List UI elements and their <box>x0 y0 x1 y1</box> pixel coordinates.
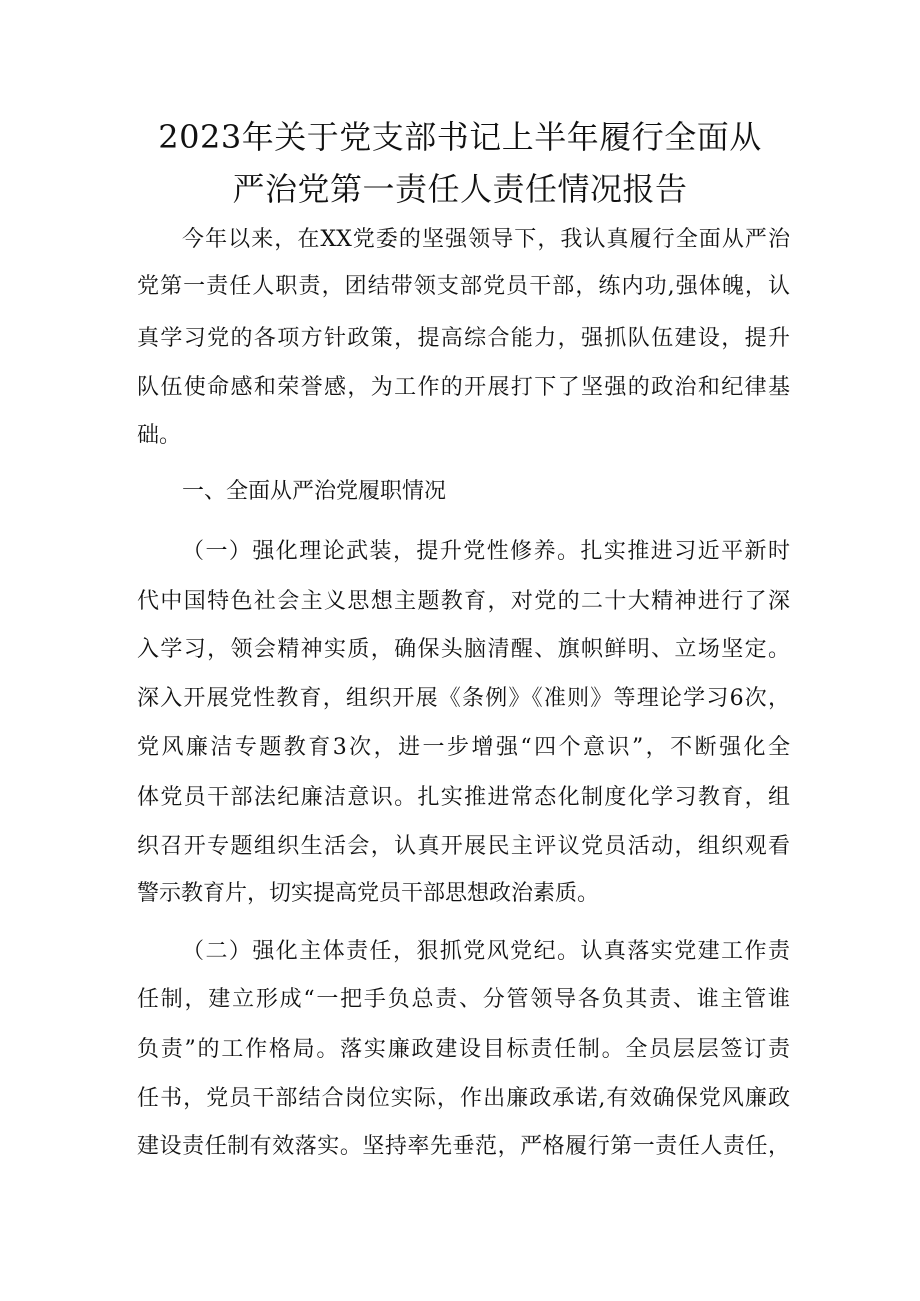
document-title-line-2: 严治党第一责任人责任情况报告 <box>232 170 688 208</box>
section-heading: 一、全面从严治党履职情况 <box>182 479 447 504</box>
para2-line: （二）强化主体责任，狠抓党风党纪。认真落实党建工作责 <box>182 939 790 964</box>
para1-line: 织召开专题组织生活会，认真开展民主评议党员活动，组织观看 <box>137 834 790 859</box>
para1-line: 深入开展党性教育，组织开展《条例》《准则》等理论学习6次， <box>137 686 790 711</box>
para2-line: 任制，建立形成“一把手负总责、分管领导各负其责、谁主管谁 <box>137 987 790 1012</box>
document-title-line-1: 2023年关于党支部书记上半年履行全面从 <box>158 118 762 156</box>
para2-line: 任书，党员干部结合岗位实际，作出廉政承诺,有效确保党风廉政 <box>137 1086 790 1111</box>
intro-line: 础。 <box>137 423 182 448</box>
intro-line: 今年以来，在XX党委的坚强领导下，我认真履行全面从严治 <box>182 227 790 252</box>
para1-line: 代中国特色社会主义思想主题教育，对党的二十大精神进行了深 <box>137 589 790 614</box>
para2-line: 建设责任制有效落实。坚持率先垂范，严格履行第一责任人责任， <box>137 1134 790 1159</box>
intro-line: 队伍使命感和荣誉感，为工作的开展打下了坚强的政治和纪律基 <box>137 375 790 400</box>
para1-line: 入学习，领会精神实质，确保头脑清醒、旗帜鲜明、立场坚定。 <box>137 637 790 662</box>
para2-line: 负责”的工作格局。落实廉政建设目标责任制。全员层层签订责 <box>137 1037 790 1062</box>
para1-line: （一）强化理论武装，提升党性修养。扎实推进习近平新时 <box>182 539 790 564</box>
para1-line: 警示教育片，切实提高党员干部思想政治素质。 <box>137 881 600 906</box>
intro-line: 党第一责任人职责，团结带领支部党员干部，练内功,强体魄，认 <box>137 274 790 299</box>
para1-line: 体党员干部法纪廉洁意识。扎实推进常态化制度化学习教育，组 <box>137 785 790 810</box>
intro-line: 真学习党的各项方针政策，提高综合能力，强抓队伍建设，提升 <box>137 326 790 351</box>
para1-line: 党风廉洁专题教育3次，进一步增强“四个意识”，不断强化全 <box>137 735 790 760</box>
